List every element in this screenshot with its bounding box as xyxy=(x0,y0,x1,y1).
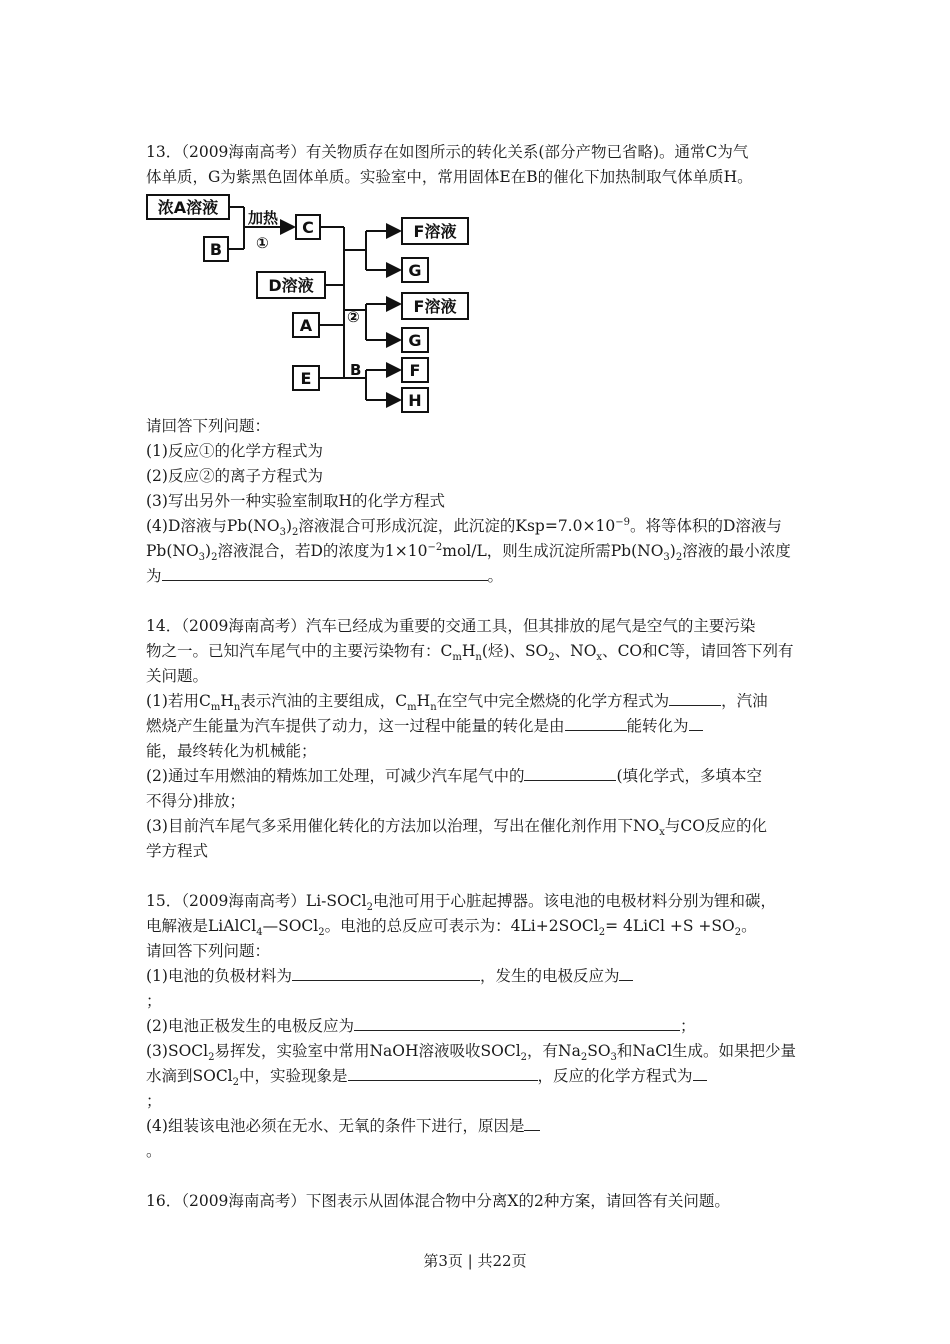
q13-prompt: 请回答下列问题： xyxy=(146,417,271,435)
q15-part3-line3: ； xyxy=(146,1092,162,1110)
q13-part3: (3)写出另外一种实验室制取H的化学方程式 xyxy=(146,492,445,510)
q13-part2: (2)反应②的离子方程式为 xyxy=(146,467,323,485)
q13-reaction-diagram xyxy=(144,192,474,414)
q13-line2: 体单质，G为紫黑色固体单质。实验室中，常用固体E在B的催化下加热制取气体单质H。 xyxy=(146,168,753,186)
q15-part3-line2: 水滴到SOCl$_2$中，实验现象是 ，反应的化学方程式为 xyxy=(146,1066,707,1086)
answer-blank[interactable] xyxy=(693,1066,707,1081)
q14-part2-line1: (2)通过车用燃油的精炼加工处理，可减少汽车尾气中的 (填化学式，多填本空 xyxy=(146,767,763,785)
answer-blank[interactable] xyxy=(565,716,627,731)
q14-part1-line3: 能，最终转化为机械能； xyxy=(146,742,317,760)
q15-part1-line1: (1)电池的负极材料为 ，发生的电极反应为 xyxy=(146,966,633,986)
label-e: E xyxy=(300,369,312,388)
answer-blank[interactable] xyxy=(524,1116,540,1131)
label-b-catalyst: B xyxy=(350,361,362,379)
q15-part3-line1: (3)SOCl$_2$易挥发，实验室中常用NaOH溶液吸收SOCl$_2$，有$Na_2SO_3$和NaCl生成。如果把少量 xyxy=(146,1042,797,1064)
answer-blank[interactable] xyxy=(689,716,703,731)
q13-part4-line3: 为 。 xyxy=(146,567,504,585)
q14-line1: 14．（2009海南高考）汽车已经成为重要的交通工具，但其排放的尾气是空气的主要污染 xyxy=(146,617,756,635)
answer-blank[interactable] xyxy=(354,1016,680,1031)
q15-line2: 电解液是LiAlCl$_4$—SOCl$_2$。电池的总反应可表示为：4Li+2SOCl$_2$= 4LiCl $+S +SO_2$。 xyxy=(146,917,757,939)
q13-part1: (1)反应①的化学方程式为 xyxy=(146,442,323,460)
q14-line2: 物之一。已知汽车尾气中的主要污染物有：$C_mH_n$(烃)、$SO_2$、$NO_x$、CO和C等，请回答下列有 xyxy=(146,642,794,664)
q15-part2: (2)电池正极发生的电极反应为 ； xyxy=(146,1017,696,1035)
label-a: A xyxy=(299,316,313,335)
label-c: C xyxy=(302,218,314,237)
q14-part2-line2: 不得分)排放； xyxy=(146,792,246,810)
label-g-1: G xyxy=(408,261,422,280)
q14-part3-line1: (3)目前汽车尾气多采用催化转化的方法加以治理，写出在催化剂作用下$NO_x$与CO反应的化 xyxy=(146,817,767,839)
label-g-2: G xyxy=(408,331,422,350)
label-a-solution: 浓A溶液 xyxy=(157,198,219,217)
q15-prompt: 请回答下列问题： xyxy=(146,942,271,960)
label-d-solution: D溶液 xyxy=(268,276,314,295)
q13-line1: 13．（2009海南高考）有关物质存在如图所示的转化关系(部分产物已省略)。通常C为气 xyxy=(146,143,749,161)
q15-part4: (4)组装该电池必须在无水、无氧的条件下进行，原因是 xyxy=(146,1116,540,1136)
answer-blank[interactable] xyxy=(162,566,488,581)
label-f-solution-1: F溶液 xyxy=(413,222,457,241)
page-footer: 第3页 | 共22页 xyxy=(423,1252,527,1270)
q14-part1-line1: (1)若用$C_mH_n$表示汽油的主要组成，$C_mH_n$在空气中完全燃烧的化学方程式为 ，汽油 xyxy=(146,692,768,714)
label-f: F xyxy=(409,361,421,380)
q14-line3: 关问题。 xyxy=(146,667,209,685)
answer-blank[interactable] xyxy=(669,691,721,706)
label-f-solution-2: F溶液 xyxy=(413,297,457,316)
answer-blank[interactable] xyxy=(348,1066,538,1081)
q15-part1-line2: ； xyxy=(146,992,162,1010)
answer-blank[interactable] xyxy=(292,966,480,981)
label-b: B xyxy=(209,240,223,259)
q13-part4-line2: $Pb(NO_3)_2$溶液混合，若D的浓度为$1\times 10^{-2}mol/L$，则生成沉淀所需$Pb(NO_3)_2$溶液的最小浓度 xyxy=(146,541,791,564)
q14-part1-line2: 燃烧产生能量为汽车提供了动力，这一过程中能量的转化是由 能转化为 xyxy=(146,716,703,736)
label-h: H xyxy=(408,391,422,410)
q13-part4-line1: (4)D溶液与$Pb(NO_3)_2$溶液混合可形成沉淀，此沉淀的$Ksp=7.0\times 10^{-9}$。将等体积的D溶液与 xyxy=(146,516,782,539)
label-circle-1: ① xyxy=(256,234,269,252)
q15-line1: 15．（2009海南高考）Li-SOCl$_2$电池可用于心脏起搏器。该电池的电极材料分别为锂和碳， xyxy=(146,892,776,914)
answer-blank[interactable] xyxy=(524,766,616,781)
q15-part4-end: 。 xyxy=(146,1142,162,1160)
label-circle-2: ② xyxy=(347,308,360,326)
answer-blank[interactable] xyxy=(619,966,633,981)
q14-part3-line2: 学方程式 xyxy=(146,842,209,860)
q16-line1: 16．（2009海南高考）下图表示从固体混合物中分离X的2种方案，请回答有关问题。 xyxy=(146,1192,730,1210)
label-heat: 加热 xyxy=(248,209,279,227)
